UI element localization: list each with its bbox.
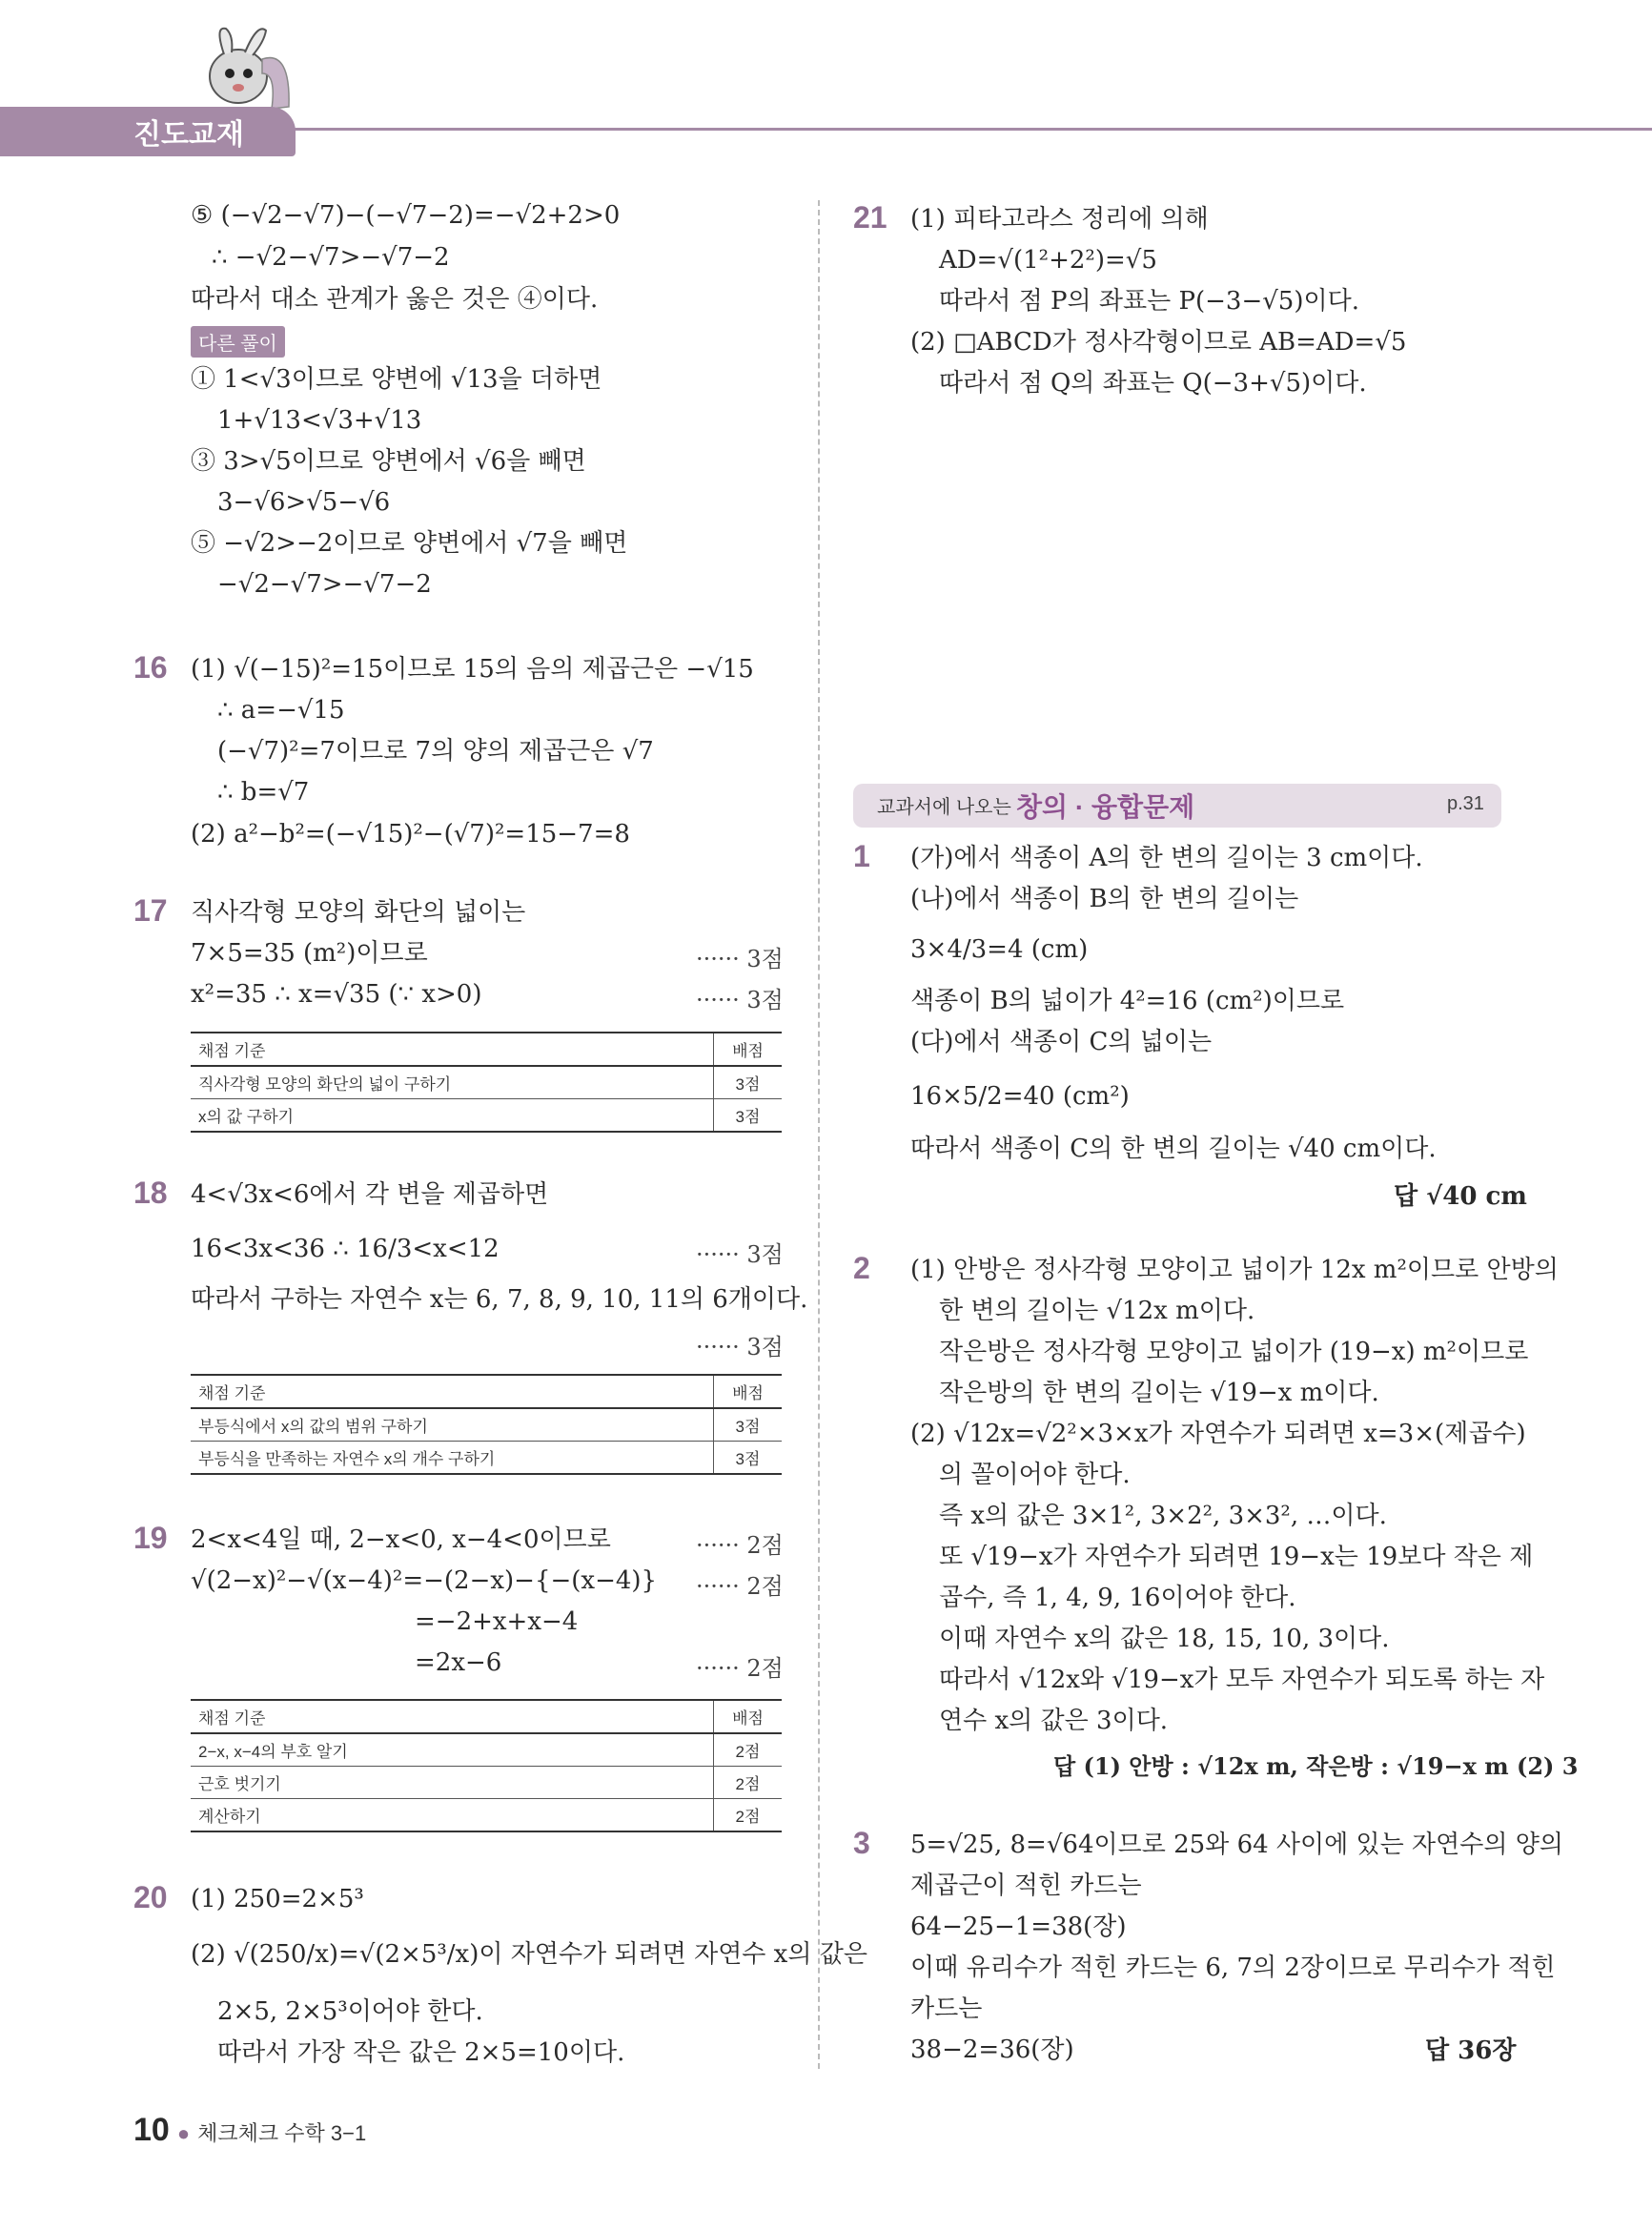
table-cell: 3점 [714,1442,783,1475]
text-line: 3−√6>√5−√6 [217,488,391,517]
text-line: (2) a²−b²=(−√15)²−(√7)²=15−7=8 [191,820,630,849]
text-line: 1+√13<√3+√13 [217,406,422,435]
text-line: 64−25−1=38(장) [910,1913,1127,1941]
text-line: 이때 자연수 x의 값은 18, 15, 10, 3이다. [939,1625,1390,1653]
text-line: 따라서 점 Q의 좌표는 Q(−3+√5)이다. [939,369,1367,398]
table-row [191,1733,782,1767]
question-number: 16 [133,650,168,685]
question-number: 21 [853,200,887,235]
text-line: 작은방의 한 변의 길이는 √19−x m이다. [939,1379,1379,1407]
question-number: 17 [133,893,168,928]
text-line: 직사각형 모양의 화단의 넓이는 [191,898,526,927]
scoring-table [191,1032,782,1133]
text-line: 2×5, 2×5³이어야 한다. [217,1997,483,2026]
text-line: 3×4/3=4 (cm) [910,935,1089,964]
answer-label: 답 √40 cm [1394,1182,1527,1211]
text-line: x²=35 ∴ x=√35 (∵ x>0) [191,980,482,1009]
table-row [191,1700,782,1733]
banner-prefix: 교과서에 나오는 [877,797,1011,818]
text-line: (가)에서 색종이 A의 한 변의 길이는 3 cm이다. [910,844,1423,872]
question-number: 19 [133,1521,168,1555]
text-line: ∴ a=−√15 [217,696,345,725]
text-line: AD=√(1²+2²)=√5 [939,246,1157,275]
scoring-table [191,1374,782,1475]
table-cell: 부등식에서 x의 값의 범위 구하기 [191,1408,714,1442]
table-cell: 3점 [714,1066,783,1099]
text-line: 따라서 √12x와 √19−x가 모두 자연수가 되도록 하는 자 [939,1666,1545,1694]
scoring-table [191,1699,782,1832]
text-line: ⑤ (−√2−√7)−(−√7−2)=−√2+2>0 [191,201,621,230]
points-label: ······ 3점 [696,1241,784,1268]
header-label: 진도교재 [133,119,244,151]
answer-label: 답 (1) 안방 : √12x m, 작은방 : √19−x m (2) 3 [1053,1752,1579,1780]
text-line: 5=√25, 8=√64이므로 25와 64 사이에 있는 자연수의 양의 [910,1831,1563,1859]
table-row [191,1767,782,1799]
rabbit-mascot-icon [195,21,300,120]
table-row [191,1033,782,1066]
table-cell: 3점 [714,1408,783,1442]
table-cell: 2점 [714,1799,783,1832]
text-line: ⑤ −√2>−2이므로 양변에서 √7을 빼면 [191,529,628,558]
text-line: ① 1<√3이므로 양변에 √13을 더하면 [191,365,602,394]
text-line: (2) √12x=√2²×3×x가 자연수가 되려면 x=3×(제곱수) [910,1420,1526,1448]
text-line: 16×5/2=40 (cm²) [910,1082,1130,1111]
text-line: ∴ −√2−√7>−√7−2 [212,243,450,272]
text-line: 카드는 [910,1995,983,2023]
table-cell: 3점 [714,1099,783,1133]
table-cell: 계산하기 [191,1799,714,1832]
text-line: (1) 안방은 정사각형 모양이고 넓이가 12x m²이므로 안방의 [910,1256,1559,1284]
banner-title: 창의 · 융합문제 [1016,792,1195,822]
table-cell: 채점 기준 [191,1700,714,1733]
text-line: 색종이 B의 넓이가 4²=16 (cm²)이므로 [910,987,1345,1015]
text-line: 따라서 구하는 자연수 x는 6, 7, 8, 9, 10, 11의 6개이다. [191,1285,808,1314]
table-cell: 배점 [714,1033,783,1066]
points-label: ······ 3점 [696,946,784,972]
text-line: =2x−6 [415,1648,502,1677]
points-label: ······ 2점 [696,1655,784,1682]
text-line: (1) √(−15)²=15이므로 15의 음의 제곱근은 −√15 [191,655,754,684]
points-label: ······ 3점 [696,987,784,1013]
text-line: 따라서 가장 작은 값은 2×5=10이다. [217,2038,625,2067]
table-cell: 2점 [714,1767,783,1799]
text-line: (나)에서 색종이 B의 한 변의 길이는 [910,885,1299,913]
table-row [191,1408,782,1442]
alt-solution-tag: 다른 풀이 [191,326,285,358]
text-line: ∴ b=√7 [217,778,310,807]
text-line: (−√7)²=7이므로 7의 양의 제곱근은 √7 [217,737,654,766]
table-cell: 2−x, x−4의 부호 알기 [191,1733,714,1767]
table-cell: 채점 기준 [191,1033,714,1066]
text-line: 작은방은 정사각형 모양이고 넓이가 (19−x) m²이므로 [939,1338,1529,1366]
table-row [191,1799,782,1832]
text-line: 2<x<4일 때, 2−x<0, x−4<0이므로 [191,1525,611,1554]
text-line: (다)에서 색종이 C의 넓이는 [910,1028,1213,1056]
column-divider [818,200,820,2069]
table-cell: 배점 [714,1700,783,1733]
text-line: (1) 피타고라스 정리에 의해 [910,205,1209,234]
text-line: 따라서 대소 관계가 옳은 것은 ④이다. [191,285,599,314]
table-cell: 직사각형 모양의 화단의 넓이 구하기 [191,1066,714,1099]
points-label: ······ 2점 [696,1573,784,1600]
question-number: 18 [133,1176,168,1210]
text-line: (2) √(250/x)=√(2×5³/x)이 자연수가 되려면 자연수 x의 값은 [191,1940,867,1969]
text-line: (1) 250=2×5³ [191,1885,364,1913]
page-number: 10 [133,2112,170,2148]
text-line: (2) □ABCD가 정사각형이므로 AB=AD=√5 [910,328,1407,357]
table-cell: 2점 [714,1733,783,1767]
question-number: 1 [853,839,870,873]
table-cell: 근호 벗기기 [191,1767,714,1799]
table-cell: 배점 [714,1375,783,1408]
text-line: 연수 x의 값은 3이다. [939,1707,1169,1735]
text-line: 4<√3x<6에서 각 변을 제곱하면 [191,1180,549,1209]
table-cell: 부등식을 만족하는 자연수 x의 개수 구하기 [191,1442,714,1475]
text-line: 따라서 점 P의 좌표는 P(−3−√5)이다. [939,287,1359,316]
points-label: ······ 2점 [696,1532,784,1559]
banner-page-ref: p.31 [1447,793,1484,814]
points-label: ······ 3점 [696,1334,784,1361]
text-line: =−2+x+x−4 [415,1607,579,1636]
text-line: 16<3x<36 ∴ 16/3<x<12 [191,1235,500,1263]
bullet-icon: ● [176,2121,191,2145]
header-rule [286,128,1652,131]
text-line: −√2−√7>−√7−2 [217,570,432,599]
text-line: ③ 3>√5이므로 양변에서 √6을 빼면 [191,447,586,476]
table-row [191,1375,782,1408]
table-row [191,1442,782,1475]
book-title: 체크체크 수학 3−1 [197,2121,367,2145]
text-line: 의 꼴이어야 한다. [939,1461,1131,1489]
question-number: 20 [133,1880,168,1914]
table-row [191,1066,782,1099]
text-line: 곱수, 즉 1, 4, 9, 16이어야 한다. [939,1584,1296,1612]
table-row [191,1099,782,1133]
page-footer [133,2112,366,2149]
text-line: 7×5=35 (m²)이므로 [191,939,428,968]
question-number: 3 [853,1826,870,1860]
table-cell: 채점 기준 [191,1375,714,1408]
text-line: 따라서 색종이 C의 한 변의 길이는 √40 cm이다. [910,1135,1437,1163]
text-line: 한 변의 길이는 √12x m이다. [939,1297,1255,1325]
text-line: 즉 x의 값은 3×1², 3×2², 3×3², …이다. [939,1502,1387,1530]
answer-label: 답 36장 [1425,2036,1517,2065]
text-line: 또 √19−x가 자연수가 되려면 19−x는 19보다 작은 제 [939,1543,1534,1571]
table-cell: x의 값 구하기 [191,1099,714,1133]
text-line: √(2−x)²−√(x−4)²=−(2−x)−{−(x−4)} [191,1566,658,1595]
text-line: 이때 유리수가 적힌 카드는 6, 7의 2장이므로 무리수가 적힌 [910,1954,1556,1982]
text-line: 제곱근이 적힌 카드는 [910,1872,1142,1900]
question-number: 2 [853,1251,870,1285]
text-line: 38−2=36(장) [910,2036,1074,2064]
